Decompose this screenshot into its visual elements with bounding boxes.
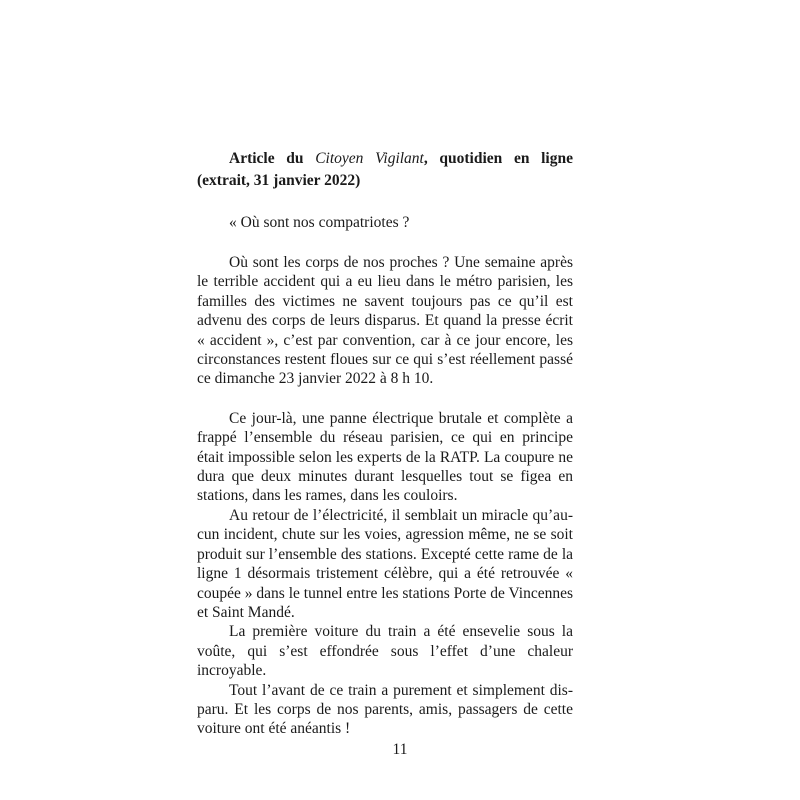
paragraph: Tout l’avant de ce train a purement et simplement disparu. Et les corps de nos parents, amis, passagers de cette voiture ont été anéantis ! [197,681,573,738]
page-number: 11 [392,741,408,758]
publication-name: Citoyen Vigilant [315,150,424,167]
paragraph: Ce jour-là, une panne électrique brutale et complète a frappé l’ensemble du réseau parisien, ce qui en principe était impossible selon les experts de la RATP. La coupure ne dura que deux minutes durant lesquelles tout se figea en stations, dans les rames, dans les couloirs. [197,409,573,505]
paragraph: La première voiture du train a été ensevelie sous la voûte, qui s’est effondrée sous l’effet d’une chaleur incroyable. [197,623,573,680]
article-heading [197,148,573,192]
paragraph: Où sont les corps de nos proches ? Une semaine après le terrible accident qui a eu lieu dans le métro parisien, les familles des victimes ne savent toujours pas ce qu’il est advenu des corps de leurs disparus. Et quand la presse écrit « accident », c’est par convention, car à ce jour encore, les circonstances restent floues sur ce qui s’est réellement passé ce dimanche 23 janvier 2022 à 8 h 10. [197,254,573,388]
heading-suffix: , quotidien en ligne (extrait, 31 janvier 2022) [197,150,573,189]
heading-prefix: Article du [229,150,316,167]
paragraph: Au retour de l’électricité, il semblait un miracle qu’aucun incident, chute sur les voies, agression même, ne se soit produit sur l’ensemble des stations. Excepté cette rame de la ligne 1 désormais tristement célèbre, qui a été retrouvée « coupée » dans le tunnel entre les stations Porte de Vincennes et Saint Mandé. [197,506,573,621]
page-body [197,148,573,739]
opening-question: « Où sont nos compatriotes ? [229,214,410,231]
